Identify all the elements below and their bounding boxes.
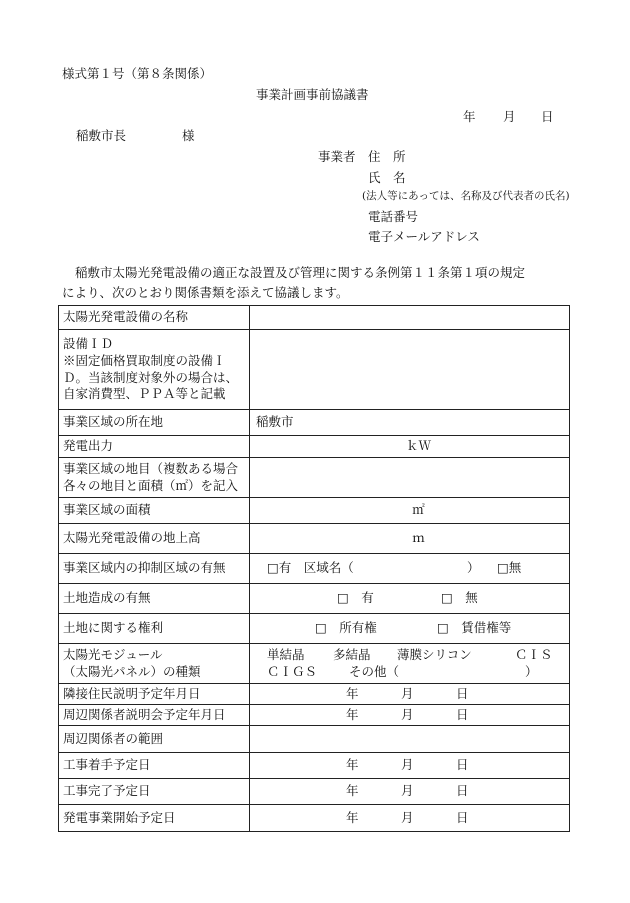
neighbor-briefing-date[interactable] [250,684,570,705]
lease-checkbox[interactable]: □ 賃借権等 [437,620,512,636]
module-thin-film[interactable]: 薄膜シリコン [397,646,472,662]
height-field[interactable] [250,524,570,554]
date-month-label: 月 [503,109,516,124]
table-row [59,644,570,684]
module-type-line: 太陽光モジュール [63,646,163,662]
kw-unit: ｋＷ [405,438,431,454]
development-no-checkbox[interactable]: □ 無 [441,590,478,606]
address-label: 住 所 [368,149,406,164]
day-label: 日 [456,783,469,799]
facility-id-field[interactable] [250,330,570,410]
facility-name-label: 太陽光発電設備の名称 [59,306,250,330]
month-label: 月 [401,809,414,825]
land-rights-field [250,614,570,644]
facility-id-note: ※固定価格買取制度の設備Ｉ [63,352,226,368]
stakeholder-scope-field[interactable] [250,726,570,753]
year-label: 年 [346,685,359,701]
neighbor-briefing-label: 隣接住民説明予定年月日 [59,684,250,705]
table-row [59,805,570,832]
name-label: 氏 名 [368,170,406,185]
month-label: 月 [401,757,414,773]
operation-start-label: 発電事業開始予定日 [59,805,250,832]
land-category-label [59,458,250,498]
month-label: 月 [401,783,414,799]
construction-end-label: 工事完了予定日 [59,779,250,805]
table-row [59,753,570,779]
addressee: 稲敷市長 [76,128,127,143]
module-cigs[interactable]: ＣＩＧＳ [267,663,318,679]
module-other[interactable]: その他（ [349,663,400,679]
table-row [59,410,570,436]
stakeholder-meeting-label: 周辺関係者説明会予定年月日 [59,705,250,726]
facility-name-field[interactable] [250,306,570,330]
output-field[interactable] [250,436,570,458]
module-poly[interactable]: 多結晶 [333,646,371,662]
sqm-unit: ㎡ [412,502,425,518]
year-label: 年 [346,757,359,773]
site-area-label: 事業区域の面積 [59,498,250,524]
document-title: 事業計画事前協議書 [256,87,369,102]
table-row [59,779,570,805]
corporation-note: (法人等にあっては、名称及び代表者の氏名) [362,190,570,202]
year-label: 年 [346,706,359,722]
restricted-no-checkbox[interactable]: □無 [497,560,522,576]
body-paragraph [62,263,582,303]
facility-id-note: 自家消費型、ＰＰＡ等と記載 [63,386,226,402]
site-location-label: 事業区域の所在地 [59,410,250,436]
body-line-2: により、次のとおり関係書類を添えて協議します。 [62,285,349,300]
honorific: 様 [182,128,195,143]
table-row [59,436,570,458]
table-row [59,524,570,554]
construction-end-date[interactable] [250,779,570,805]
facility-id-label [59,330,250,410]
table-row [59,330,570,410]
meter-unit: ｍ [412,530,425,546]
development-yes-checkbox[interactable]: □ 有 [337,590,374,606]
day-label: 日 [456,706,469,722]
land-development-label: 土地造成の有無 [59,584,250,614]
day-label: 日 [456,685,469,701]
date-day-label: 日 [541,109,554,124]
module-type-line: （太陽光パネル）の種類 [63,663,201,679]
restricted-area-label: 事業区域内の抑制区域の有無 [59,554,250,584]
land-category-line: 各々の地目と面積（㎡）を記入 [63,477,239,493]
facility-id-note: Ｄ。当該制度対象外の場合は、 [63,369,239,385]
year-label: 年 [346,809,359,825]
site-area-field[interactable] [250,498,570,524]
operation-start-date[interactable] [250,805,570,832]
table-row [59,726,570,753]
day-label: 日 [456,757,469,773]
body-line-1: 稲敷市太陽光発電設備の適正な設置及び管理に関する条例第１１条第１項の規定 [75,265,526,280]
applicant-label: 事業者 [318,149,356,164]
consultation-table [58,305,570,832]
ownership-checkbox[interactable]: □ 所有権 [315,620,377,636]
restricted-yes-checkbox[interactable]: □有 区域名（ [267,560,354,576]
land-rights-label: 土地に関する権利 [59,614,250,644]
height-label: 太陽光発電設備の地上高 [59,524,250,554]
stakeholder-meeting-date[interactable] [250,705,570,726]
restricted-area-field [250,554,570,584]
land-category-line: 事業区域の地目（複数ある場合 [63,460,239,476]
construction-start-label: 工事着手予定日 [59,753,250,779]
form-number: 様式第１号（第８条関係） [62,66,213,81]
site-location-city: 稲敷市 [256,414,294,430]
facility-id-title: 設備ＩＤ [63,335,114,351]
land-development-field [250,584,570,614]
module-type-label [59,644,250,684]
table-row [59,458,570,498]
table-row [59,584,570,614]
table-row [59,306,570,330]
restricted-close-paren: ） [467,560,480,576]
output-label: 発電出力 [59,436,250,458]
module-type-field [250,644,570,684]
table-row [59,684,570,705]
year-label: 年 [346,783,359,799]
table-row [59,705,570,726]
site-location-field[interactable] [250,410,570,436]
day-label: 日 [456,809,469,825]
table-row [59,554,570,584]
table-row [59,498,570,524]
month-label: 月 [401,706,414,722]
month-label: 月 [401,685,414,701]
stakeholder-scope-label: 周辺関係者の範囲 [59,726,250,753]
date-year-label: 年 [463,109,476,124]
land-category-field[interactable] [250,458,570,498]
construction-start-date[interactable] [250,753,570,779]
module-cis[interactable]: ＣＩＳ [515,646,553,662]
table-row [59,614,570,644]
email-label: 電子メールアドレス [368,229,480,244]
module-other-close: ） [525,663,538,679]
phone-label: 電話番号 [368,209,419,224]
module-mono[interactable]: 単結晶 [267,646,305,662]
